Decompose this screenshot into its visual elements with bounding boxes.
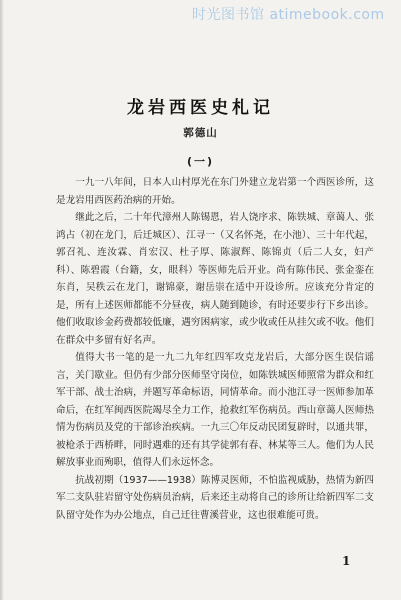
paragraph: 继此之后，二十年代漳州人陈锡恩，岩人饶序求、陈铁城、章蔼人、张鸿占（初在龙门，后迁城区）、江寻一（又名怀尧，在小池）、三十年代起，郭召礼、连汝霖、肖宏汉、杜子厚、陈淑辉、陈锦贞（后二人女，妇产科）、陈碧霞（台籍，女，眼科）等医师先后开业。尚有陈伟民、张金銮在东肖，吴秩云在龙门，谢锦豪，谢岳崇在适中开设诊所。应该充分肯定的是，所有上述医师都能不分昼夜，病人随到随诊，有时还要步行下乡出诊。他们收取诊金药费都较低廉，遇穷困病家，或少收或任从挂欠或不收。他们在群众中多留有好名声。 xyxy=(56,212,374,346)
section-heading: (一) xyxy=(186,155,215,168)
author-name: 郭德山 xyxy=(183,127,218,139)
paragraph: 抗战初期（1937——1938）陈博灵医师，不怕监视威胁，热情为新四军二支队驻岩留守处伤病员治病，后来还主动将自己的诊所让给新四军二支队留守处作为办公地点，自己迁往曹溪营业，这也很难能可贵。 xyxy=(56,474,374,521)
watermark: 时光图书馆 atimebook.com xyxy=(192,7,385,23)
page-number: 1 xyxy=(342,554,351,568)
page-edge-shadow xyxy=(0,0,4,600)
paragraph: 值得大书一笔的是一九二九年红四军攻克龙岩后，大部分医生误信谣言，关门歇业。但仍有少部分医师坚守岗位，如陈铁城医师照常为群众和红军干部、战士治病，并题写革命标语，同情革命。而小池江寻一医师参加革命后，在红军闽西医院竭尽全力工作，抢救红军伤病员。西山章蔼人医师热情为伤病员及党的干部诊治疾病。一九三〇年反动民团复辟时，以通共罪，被枪杀于西桥畔，同时遇难的还有其学徒郭有春、林某等三人。他们为人民解放事业而殉职，值得人们永远怀念。 xyxy=(56,352,374,468)
paragraph: 一九一八年间，日本人山村厚光在东门外建立龙岩第一个西医诊所，这是龙岩用西医药治病的开始。 xyxy=(56,177,374,206)
article-title: 龙岩西医史札记 xyxy=(127,98,274,118)
article-body xyxy=(56,174,374,524)
